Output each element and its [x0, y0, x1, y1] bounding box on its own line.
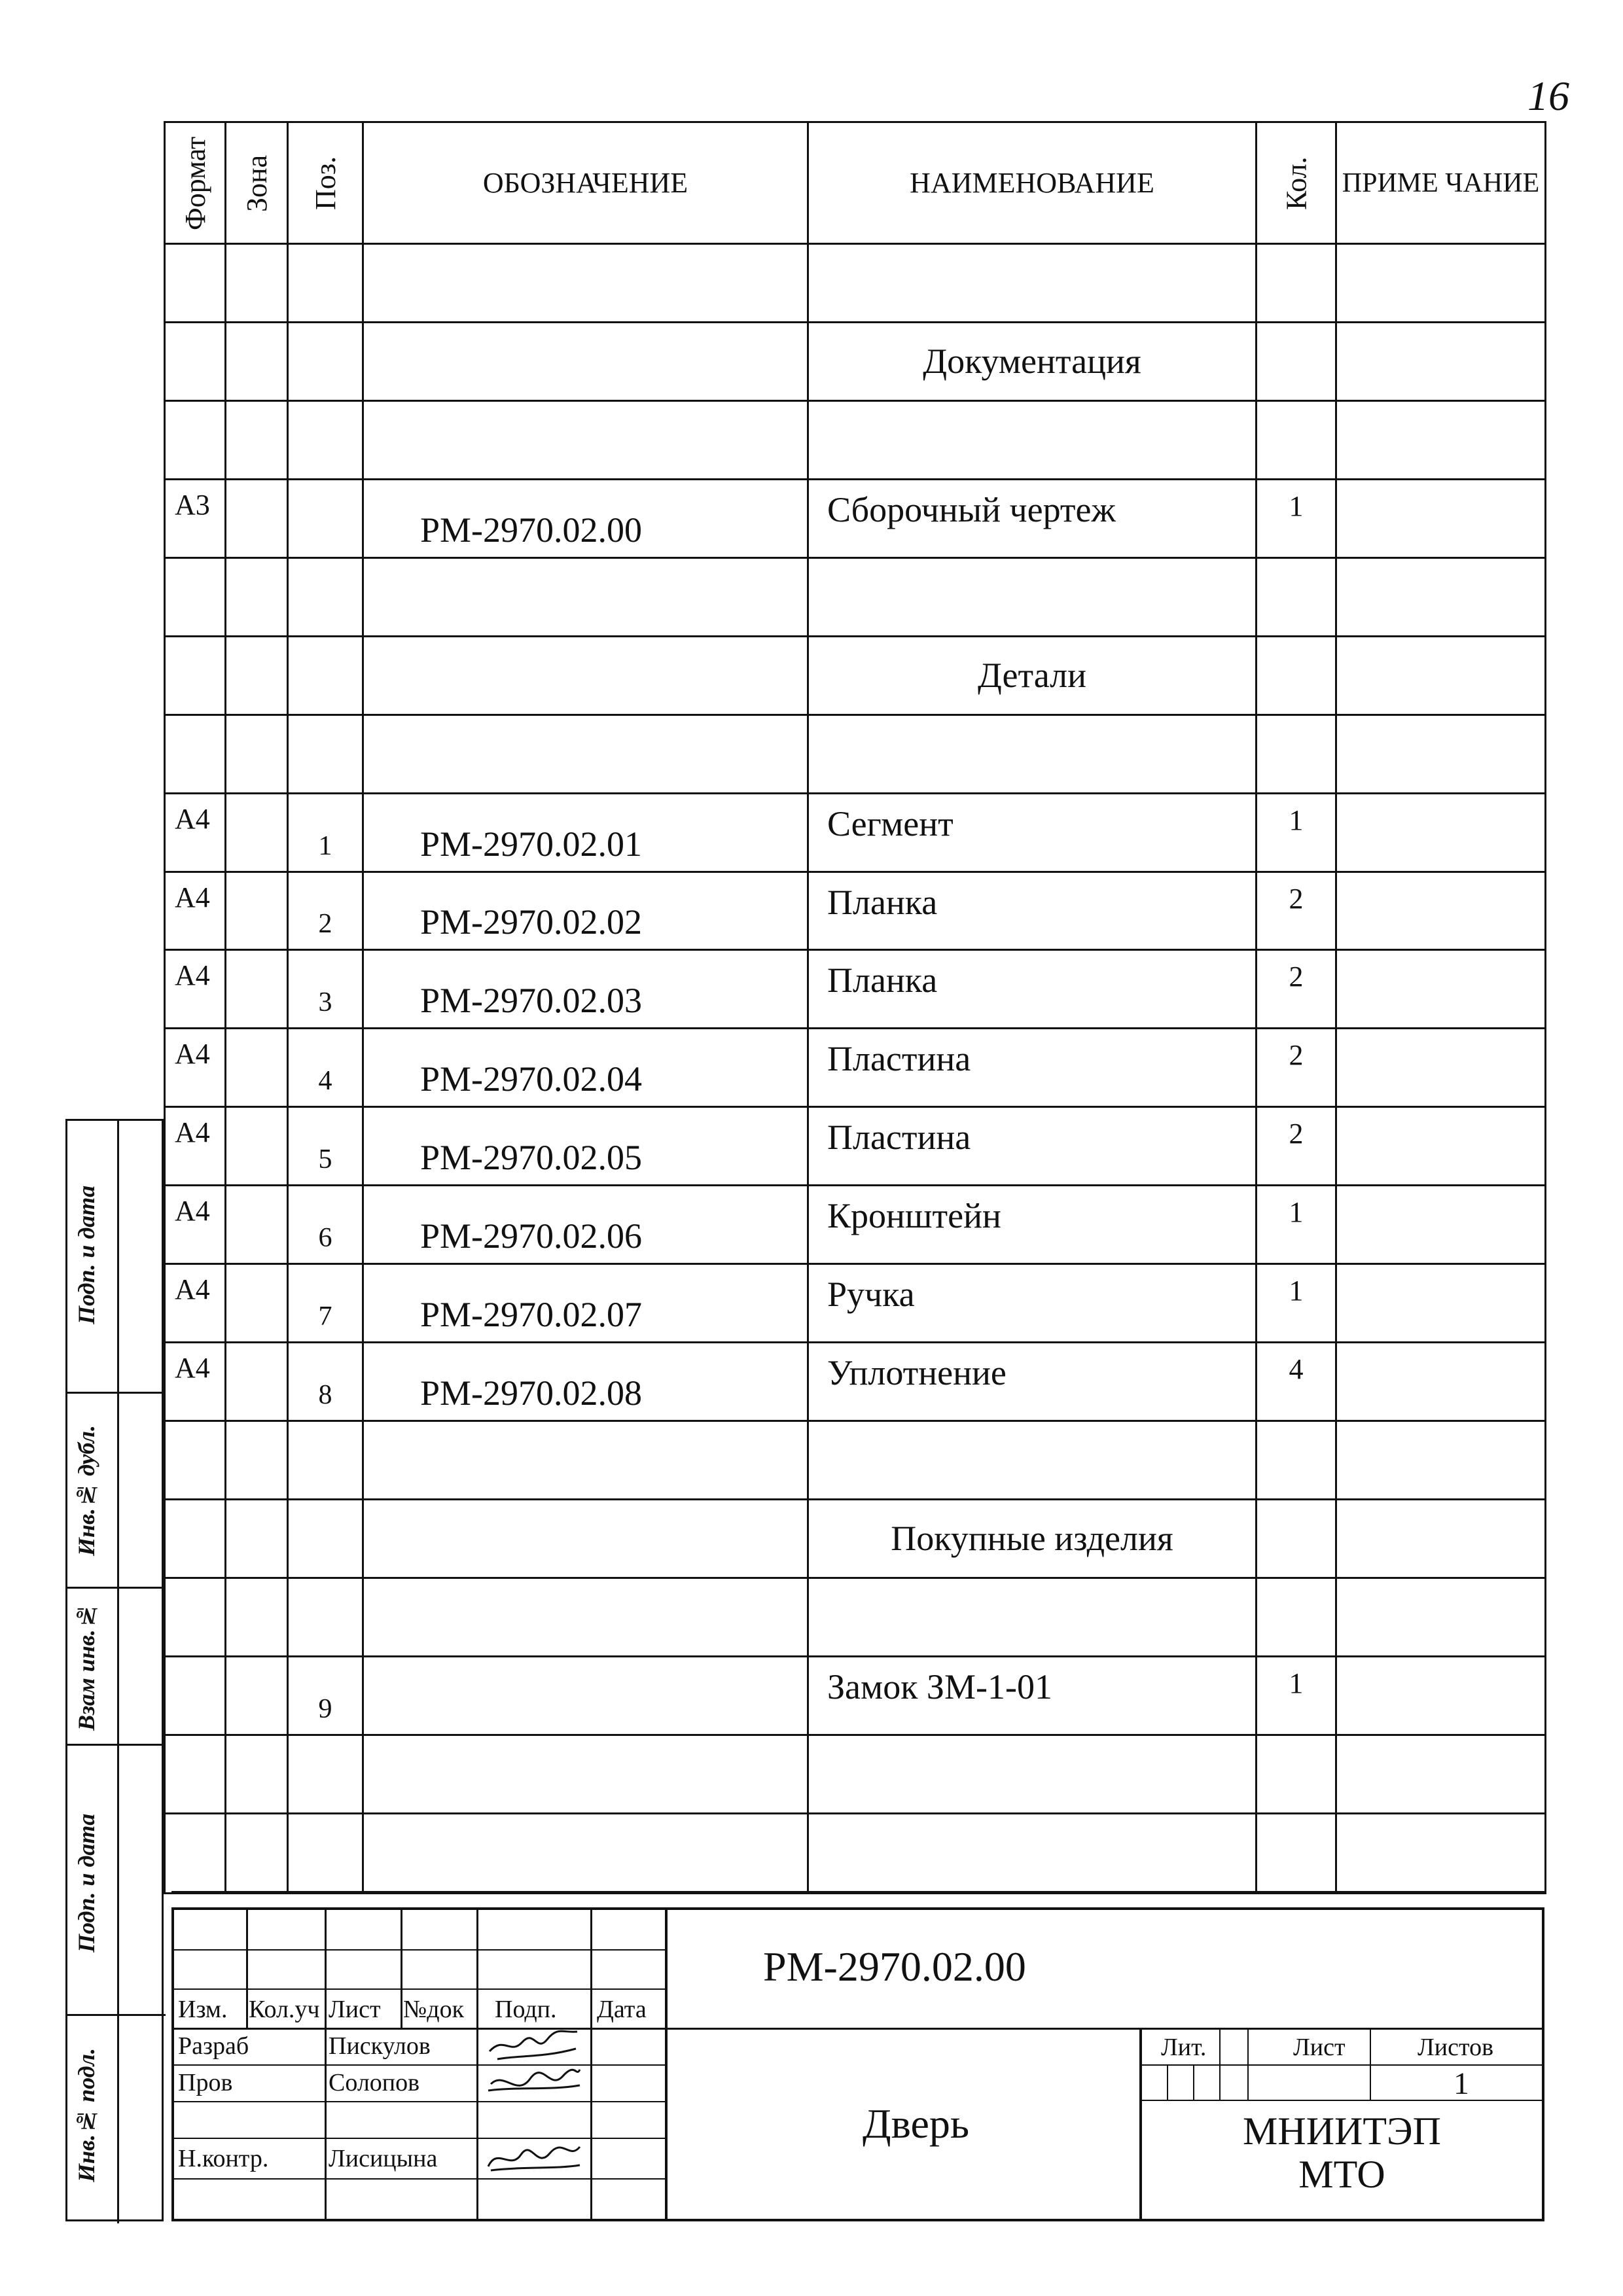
name-cell: Уплотнение: [808, 1343, 1257, 1421]
note-cell: [1336, 872, 1546, 950]
position-header: Поз.: [288, 122, 363, 244]
section-heading: Документация: [808, 322, 1257, 400]
side-label-inv-dubl: Инв.№ дубл.: [73, 1425, 99, 1556]
designation-cell: РМ-2970.02.06: [363, 1186, 808, 1264]
organization-line2: МТО: [1298, 2153, 1385, 2196]
designation-cell: [363, 1578, 808, 1656]
tb-row-line: [174, 2028, 1542, 2030]
name-cell: Пластина: [808, 1107, 1257, 1186]
quantity-cell: [1257, 400, 1336, 479]
role-nkontr: Н.контр.: [178, 2145, 269, 2172]
position-cell: 4: [288, 1029, 363, 1107]
tb-divider: [1193, 2064, 1194, 2100]
quantity-cell: [1257, 557, 1336, 636]
title-block-top-line: [171, 1891, 1544, 1893]
note-cell: [1336, 1813, 1546, 1893]
zone-cell: [226, 636, 288, 715]
designation-cell: РМ-2970.02.00: [363, 479, 808, 557]
designation-cell: РМ-2970.02.01: [363, 793, 808, 872]
quantity-cell: [1257, 636, 1336, 715]
note-cell: [1336, 1735, 1546, 1813]
name-cell: Сегмент: [808, 793, 1257, 872]
side-label-sign-date: Подп. и дата: [73, 1185, 99, 1325]
sheet-label: Лист: [1293, 2034, 1346, 2061]
note-cell: [1336, 1578, 1546, 1656]
quantity-cell: [1257, 1578, 1336, 1656]
format-cell: А4: [165, 793, 226, 872]
zone-cell: [226, 1735, 288, 1813]
tb-row-line: [174, 2138, 665, 2139]
quantity-header: Кол.: [1257, 122, 1336, 244]
table-row: [165, 557, 1546, 636]
side-label-sign-date-2: Подп. и дата: [73, 1813, 99, 1953]
format-cell: А4: [165, 1264, 226, 1343]
table-row: [165, 244, 1546, 323]
format-cell: А3: [165, 479, 226, 557]
tb-row-line: [174, 2178, 665, 2180]
position-cell: 9: [288, 1656, 363, 1735]
name-cell: Планка: [808, 950, 1257, 1029]
tb-divider: [1167, 2064, 1168, 2100]
document-code: РМ-2970.02.00: [763, 1943, 1026, 1990]
position-cell: [288, 1421, 363, 1500]
note-cell: [1336, 557, 1546, 636]
quantity-cell: 2: [1257, 872, 1336, 950]
note-cell: [1336, 1500, 1546, 1578]
name-cell: Планка: [808, 872, 1257, 950]
table-row: [165, 1107, 1546, 1186]
name-nkontr: Лисицына: [329, 2145, 438, 2172]
designation-cell: РМ-2970.02.02: [363, 872, 808, 950]
designation-cell: [363, 1500, 808, 1578]
quantity-cell: 1: [1257, 479, 1336, 557]
tb-divider: [246, 1910, 248, 2028]
zone-cell: [226, 479, 288, 557]
role-prov: Пров: [178, 2069, 233, 2096]
zone-cell: [226, 1578, 288, 1656]
note-cell: [1336, 244, 1546, 323]
zone-cell: [226, 1421, 288, 1500]
side-strip: [65, 1119, 164, 2221]
position-cell: [288, 322, 363, 400]
position-cell: 2: [288, 872, 363, 950]
quantity-cell: 1: [1257, 1186, 1336, 1264]
signature-prov: [484, 2064, 582, 2100]
format-cell: [165, 322, 226, 400]
format-cell: А4: [165, 872, 226, 950]
note-header: ПРИМЕ ЧАНИЕ: [1336, 122, 1546, 244]
side-label-inv-podl: Инв.№ подл.: [73, 2048, 99, 2183]
position-cell: [288, 1813, 363, 1893]
quantity-cell: [1257, 1813, 1336, 1893]
title-block: [171, 1907, 1544, 2221]
quantity-cell: 4: [1257, 1343, 1336, 1421]
name-cell: [808, 1735, 1257, 1813]
name-cell: [808, 1421, 1257, 1500]
podp-label: Подп.: [495, 1996, 557, 2023]
position-cell: [288, 715, 363, 793]
designation-cell: [363, 715, 808, 793]
format-cell: [165, 1735, 226, 1813]
quantity-cell: [1257, 715, 1336, 793]
document-title: Дверь: [863, 2100, 970, 2147]
position-cell: [288, 636, 363, 715]
specification-table: [164, 121, 1546, 1894]
table-row: [165, 1735, 1546, 1813]
tb-divider: [1219, 2028, 1221, 2100]
name-cell: Кронштейн: [808, 1186, 1257, 1264]
format-cell: А4: [165, 1343, 226, 1421]
tb-divider: [665, 1910, 668, 2219]
tb-divider: [1370, 2028, 1371, 2100]
note-cell: [1336, 1029, 1546, 1107]
designation-cell: [363, 322, 808, 400]
table-row: [165, 636, 1546, 715]
designation-cell: [363, 400, 808, 479]
name-cell: Замок ЗМ-1-01: [808, 1656, 1257, 1735]
lit-label: Лит.: [1161, 2034, 1207, 2061]
zone-cell: [226, 400, 288, 479]
designation-cell: РМ-2970.02.07: [363, 1264, 808, 1343]
table-row: [165, 872, 1546, 950]
position-cell: 7: [288, 1264, 363, 1343]
tb-row-line: [174, 1949, 665, 1951]
designation-cell: [363, 1813, 808, 1893]
zone-cell: [226, 322, 288, 400]
zone-cell: [226, 1500, 288, 1578]
table-row: [165, 1343, 1546, 1421]
format-cell: А4: [165, 1029, 226, 1107]
table-row: [165, 1578, 1546, 1656]
tb-row-line: [174, 2064, 665, 2066]
position-cell: 3: [288, 950, 363, 1029]
format-cell: [165, 1656, 226, 1735]
zone-cell: [226, 557, 288, 636]
designation-cell: РМ-2970.02.05: [363, 1107, 808, 1186]
designation-cell: [363, 557, 808, 636]
designation-cell: РМ-2970.02.04: [363, 1029, 808, 1107]
tb-divider: [1247, 2028, 1249, 2100]
format-cell: [165, 1813, 226, 1893]
zone-cell: [226, 872, 288, 950]
zone-cell: [226, 793, 288, 872]
note-cell: [1336, 322, 1546, 400]
name-cell: [808, 400, 1257, 479]
quantity-cell: 2: [1257, 1107, 1336, 1186]
format-cell: [165, 557, 226, 636]
zone-cell: [226, 1813, 288, 1893]
quantity-cell: 1: [1257, 1656, 1336, 1735]
position-cell: [288, 400, 363, 479]
position-cell: 5: [288, 1107, 363, 1186]
note-cell: [1336, 1421, 1546, 1500]
designation-cell: РМ-2970.02.03: [363, 950, 808, 1029]
designation-cell: РМ-2970.02.08: [363, 1343, 808, 1421]
quantity-cell: 1: [1257, 793, 1336, 872]
name-cell: [808, 1813, 1257, 1893]
designation-cell: [363, 244, 808, 323]
format-cell: [165, 715, 226, 793]
note-cell: [1336, 1656, 1546, 1735]
ndok-label: №док: [403, 1996, 465, 2023]
name-razrab: Пискулов: [329, 2032, 431, 2060]
note-cell: [1336, 1107, 1546, 1186]
note-cell: [1336, 1186, 1546, 1264]
quantity-cell: 2: [1257, 950, 1336, 1029]
name-cell: Пластина: [808, 1029, 1257, 1107]
format-cell: А4: [165, 950, 226, 1029]
table-row: [165, 1264, 1546, 1343]
name-prov: Солопов: [329, 2069, 420, 2096]
zone-cell: [226, 244, 288, 323]
name-cell: Сборочный чертеж: [808, 479, 1257, 557]
format-cell: А4: [165, 1186, 226, 1264]
side-row-line: [67, 1744, 166, 1746]
zone-cell: [226, 1264, 288, 1343]
position-cell: [288, 1735, 363, 1813]
table-row: [165, 1500, 1546, 1578]
table-row: [165, 1186, 1546, 1264]
quantity-cell: [1257, 1735, 1336, 1813]
zone-header: Зона: [226, 122, 288, 244]
position-cell: 6: [288, 1186, 363, 1264]
table-row: [165, 793, 1546, 872]
tb-row-line: [174, 1988, 665, 1990]
name-header: НАИМЕНОВАНИЕ: [808, 122, 1257, 244]
side-label-vzam-inv: Взам инв.№: [73, 1603, 99, 1731]
note-cell: [1336, 1343, 1546, 1421]
tb-row-line: [174, 2101, 665, 2102]
section-heading: Детали: [808, 636, 1257, 715]
format-header: Формат: [165, 122, 226, 244]
position-cell: 1: [288, 793, 363, 872]
format-cell: [165, 1500, 226, 1578]
position-cell: [288, 244, 363, 323]
name-cell: [808, 557, 1257, 636]
side-row-line: [67, 2014, 166, 2016]
format-cell: А4: [165, 1107, 226, 1186]
quantity-cell: [1257, 322, 1336, 400]
format-cell: [165, 1421, 226, 1500]
zone-cell: [226, 1186, 288, 1264]
page-number: 16: [1527, 73, 1569, 119]
izm-label: Изм.: [178, 1996, 228, 2023]
table-row: [165, 950, 1546, 1029]
organization-line1: МНИИТЭП: [1243, 2110, 1441, 2153]
name-cell: [808, 715, 1257, 793]
format-cell: [165, 636, 226, 715]
position-cell: 8: [288, 1343, 363, 1421]
designation-cell: [363, 636, 808, 715]
section-heading: Покупные изделия: [808, 1500, 1257, 1578]
table-row: [165, 1029, 1546, 1107]
quantity-cell: 2: [1257, 1029, 1336, 1107]
quantity-cell: 1: [1257, 1264, 1336, 1343]
data-label: Дата: [597, 1996, 647, 2023]
note-cell: [1336, 1264, 1546, 1343]
designation-cell: [363, 1656, 808, 1735]
note-cell: [1336, 950, 1546, 1029]
table-row: [165, 400, 1546, 479]
sheets-value: 1: [1454, 2066, 1469, 2101]
kol-uch-label: Кол.уч: [249, 1996, 320, 2023]
table-row: [165, 715, 1546, 793]
format-cell: [165, 400, 226, 479]
table-row: [165, 1813, 1546, 1893]
role-razrab: Разраб: [178, 2032, 249, 2060]
quantity-cell: [1257, 244, 1336, 323]
signature-nkontr: [484, 2140, 582, 2176]
side-row-line: [67, 1587, 166, 1589]
tb-row-line: [1139, 2100, 1542, 2101]
format-cell: [165, 244, 226, 323]
table-row: [165, 1656, 1546, 1735]
note-cell: [1336, 715, 1546, 793]
side-divider: [117, 1121, 119, 2223]
signature-razrab: [484, 2029, 582, 2064]
position-cell: [288, 1500, 363, 1578]
header-row: [165, 122, 1546, 244]
quantity-cell: [1257, 1500, 1336, 1578]
sheets-label: Листов: [1418, 2034, 1494, 2061]
table-row: [165, 1421, 1546, 1500]
zone-cell: [226, 715, 288, 793]
zone-cell: [226, 1029, 288, 1107]
designation-cell: [363, 1421, 808, 1500]
list-label: Лист: [329, 1996, 381, 2023]
note-cell: [1336, 479, 1546, 557]
position-cell: [288, 479, 363, 557]
zone-cell: [226, 1343, 288, 1421]
name-cell: Ручка: [808, 1264, 1257, 1343]
tb-row-line: [1139, 2064, 1542, 2066]
note-cell: [1336, 793, 1546, 872]
tb-divider: [401, 1910, 402, 2028]
quantity-cell: [1257, 1421, 1336, 1500]
table-row: [165, 322, 1546, 400]
zone-cell: [226, 950, 288, 1029]
note-cell: [1336, 400, 1546, 479]
designation-cell: [363, 1735, 808, 1813]
side-row-line: [67, 1392, 166, 1394]
table-row: [165, 479, 1546, 557]
name-cell: [808, 1578, 1257, 1656]
designation-header: ОБОЗНАЧЕНИЕ: [363, 122, 808, 244]
position-cell: [288, 1578, 363, 1656]
position-cell: [288, 557, 363, 636]
zone-cell: [226, 1656, 288, 1735]
name-cell: [808, 244, 1257, 323]
format-cell: [165, 1578, 226, 1656]
zone-cell: [226, 1107, 288, 1186]
note-cell: [1336, 636, 1546, 715]
